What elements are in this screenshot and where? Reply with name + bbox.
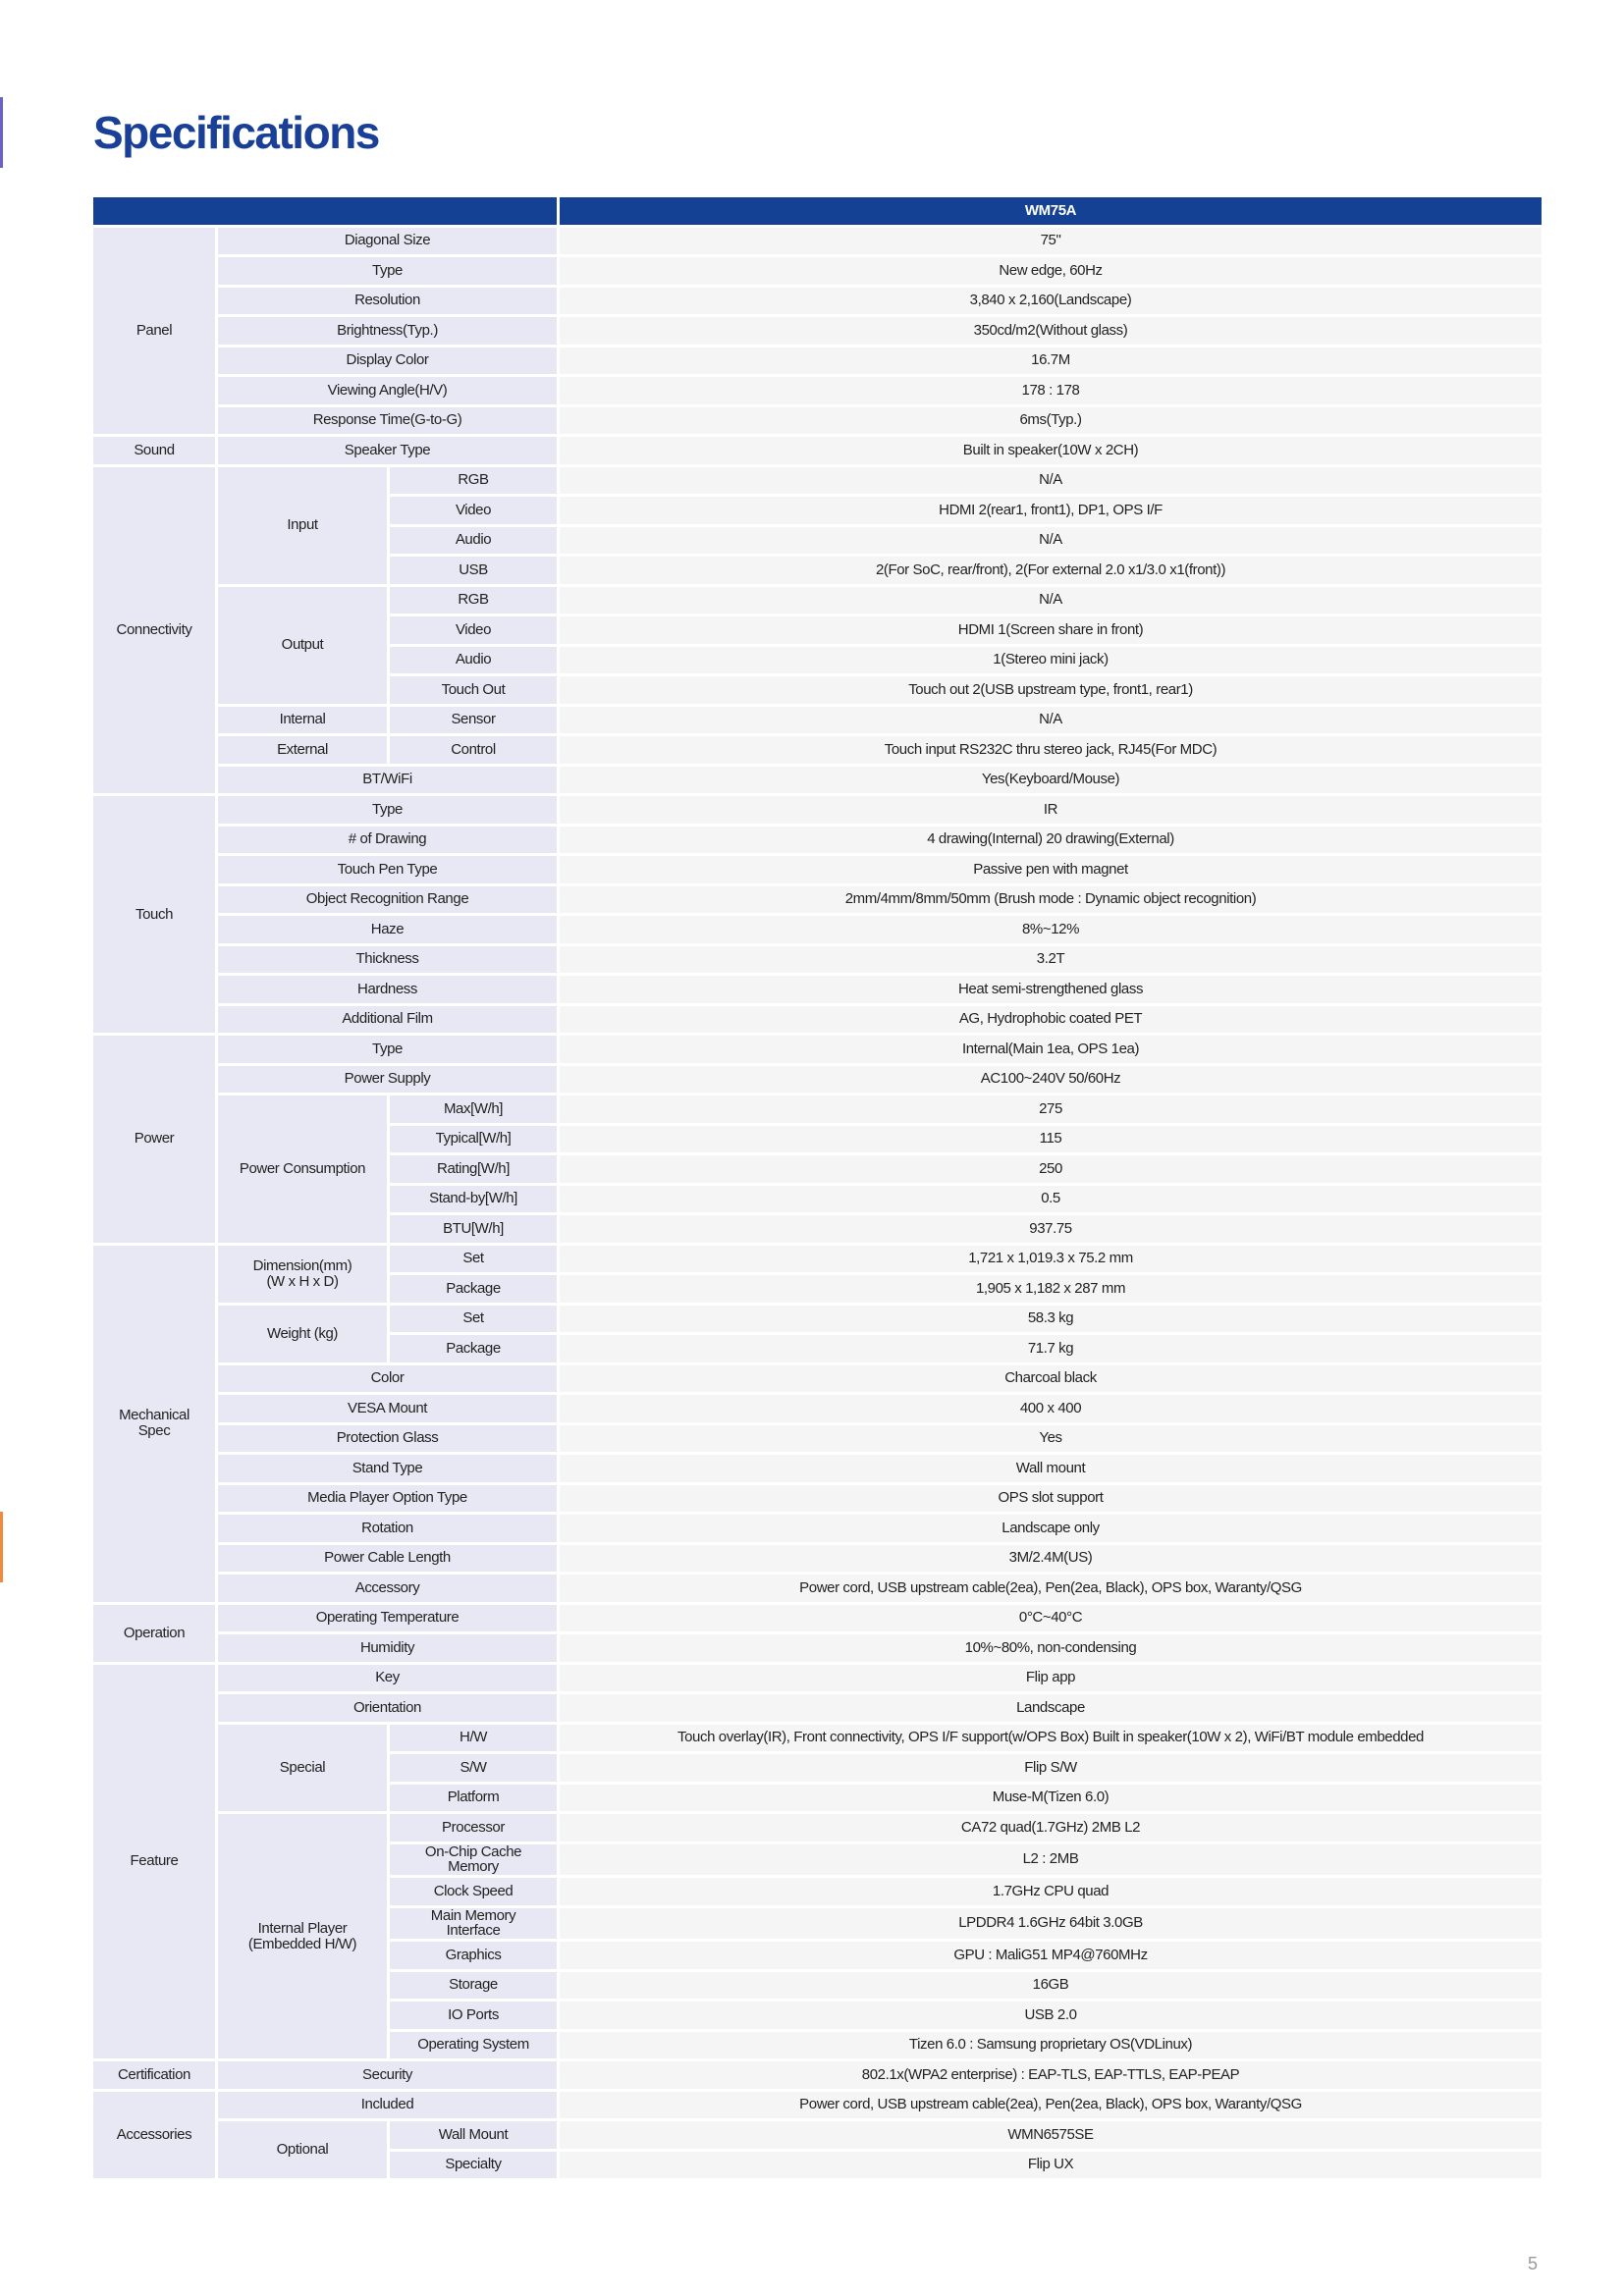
item-label: Stand Type — [218, 1455, 557, 1482]
item-label: Protection Glass — [218, 1425, 557, 1453]
subcategory-label: Internal — [218, 707, 387, 734]
category-label: Touch — [93, 796, 215, 1033]
spec-value: USB 2.0 — [560, 2002, 1542, 2029]
spec-value: Built in speaker(10W x 2CH) — [560, 437, 1542, 464]
spec-row — [93, 1455, 1542, 1482]
spec-row — [93, 1365, 1542, 1393]
spec-value: Tizen 6.0 : Samsung proprietary OS(VDLinux) — [560, 2032, 1542, 2059]
spec-row — [93, 1095, 1542, 1123]
spec-value: 400 x 400 — [560, 1395, 1542, 1422]
spec-row — [93, 1634, 1542, 1662]
spec-row — [93, 1306, 1542, 1333]
spec-row — [93, 257, 1542, 285]
spec-value: 115 — [560, 1126, 1542, 1153]
spec-value: 178 : 178 — [560, 377, 1542, 404]
spec-row — [93, 1006, 1542, 1034]
spec-value: 1,905 x 1,182 x 287 mm — [560, 1275, 1542, 1303]
spec-value: CA72 quad(1.7GHz) 2MB L2 — [560, 1814, 1542, 1842]
item-label: Touch Out — [390, 676, 557, 704]
item-label: Package — [390, 1275, 557, 1303]
spec-row — [93, 1395, 1542, 1422]
item-label: Object Recognition Range — [218, 886, 557, 914]
spec-value: 16.7M — [560, 347, 1542, 375]
item-label: RGB — [390, 587, 557, 614]
subcategory-label: Power Consumption — [218, 1095, 387, 1243]
item-label: Haze — [218, 916, 557, 943]
spec-value: Wall mount — [560, 1455, 1542, 1482]
item-label: Set — [390, 1306, 557, 1333]
spec-value: AG, Hydrophobic coated PET — [560, 1006, 1542, 1034]
model-header: WM75A — [560, 197, 1542, 225]
item-label: Set — [390, 1246, 557, 1273]
spec-row — [93, 1066, 1542, 1094]
spec-row — [93, 736, 1542, 764]
category-label: Mechanical Spec — [93, 1246, 215, 1602]
spec-value: N/A — [560, 467, 1542, 495]
spec-row — [93, 437, 1542, 464]
category-label: Power — [93, 1036, 215, 1243]
item-label: Type — [218, 796, 557, 824]
page-title: Specifications — [93, 107, 379, 158]
item-label: Type — [218, 1036, 557, 1063]
spec-row — [93, 2121, 1542, 2149]
spec-value: 1.7GHz CPU quad — [560, 1878, 1542, 1905]
spec-value: Power cord, USB upstream cable(2ea), Pen(2ea, Black), OPS box, Waranty/QSG — [560, 1575, 1542, 1602]
item-label: Humidity — [218, 1634, 557, 1662]
spec-value: Muse-M(Tizen 6.0) — [560, 1785, 1542, 1812]
category-label: Accessories — [93, 2092, 215, 2179]
spec-value: Flip app — [560, 1665, 1542, 1692]
item-label: Specialty — [390, 2152, 557, 2179]
item-label: Speaker Type — [218, 437, 557, 464]
item-label: Rotation — [218, 1515, 557, 1542]
spec-value: 6ms(Typ.) — [560, 407, 1542, 435]
page-number: 5 — [1528, 2254, 1539, 2273]
item-label: Stand-by[W/h] — [390, 1186, 557, 1213]
item-label: Display Color — [218, 347, 557, 375]
item-label: Rating[W/h] — [390, 1155, 557, 1183]
spec-row — [93, 916, 1542, 943]
spec-value: 937.75 — [560, 1215, 1542, 1243]
spec-row — [93, 1485, 1542, 1513]
spec-row — [93, 767, 1542, 794]
spec-value: GPU : MaliG51 MP4@760MHz — [560, 1942, 1542, 1969]
item-label: IO Ports — [390, 2002, 557, 2029]
table-header-row — [93, 197, 1542, 225]
spec-value: 1(Stereo mini jack) — [560, 647, 1542, 674]
category-label: Feature — [93, 1665, 215, 2059]
spec-value: 3M/2.4M(US) — [560, 1545, 1542, 1573]
item-label: Resolution — [218, 288, 557, 315]
item-label: Response Time(G-to-G) — [218, 407, 557, 435]
spec-value: 0°C~40°C — [560, 1605, 1542, 1632]
spec-row — [93, 467, 1542, 495]
item-label: Audio — [390, 527, 557, 555]
item-label: BTU[W/h] — [390, 1215, 557, 1243]
subcategory-label: External — [218, 736, 387, 764]
spec-value: OPS slot support — [560, 1485, 1542, 1513]
spec-value: Touch overlay(IR), Front connectivity, OPS I/F support(w/OPS Box) Built in speaker(10W x 2), WiFi/BT module embedded — [560, 1725, 1542, 1752]
spec-value: Flip UX — [560, 2152, 1542, 2179]
item-label: Processor — [390, 1814, 557, 1842]
item-label: Thickness — [218, 946, 557, 974]
item-label: Control — [390, 736, 557, 764]
spec-value: 3,840 x 2,160(Landscape) — [560, 288, 1542, 315]
spec-row — [93, 707, 1542, 734]
item-label: Wall Mount — [390, 2121, 557, 2149]
specifications-body — [93, 228, 1542, 2179]
spec-value: 75" — [560, 228, 1542, 255]
item-label: Main Memory Interface — [390, 1908, 557, 1940]
item-label: Clock Speed — [390, 1878, 557, 1905]
subcategory-label: Internal Player (Embedded H/W) — [218, 1814, 387, 2058]
subcategory-label: Input — [218, 467, 387, 584]
spec-row — [93, 347, 1542, 375]
category-label: Sound — [93, 437, 215, 464]
category-label: Connectivity — [93, 467, 215, 794]
spec-value: 16GB — [560, 1972, 1542, 2000]
spec-value: N/A — [560, 587, 1542, 614]
item-label: Package — [390, 1335, 557, 1362]
subcategory-label: Optional — [218, 2121, 387, 2178]
subcategory-label: Special — [218, 1725, 387, 1812]
spec-row — [93, 1665, 1542, 1692]
item-label: Accessory — [218, 1575, 557, 1602]
item-label: On-Chip Cache Memory — [390, 1844, 557, 1876]
item-label: Viewing Angle(H/V) — [218, 377, 557, 404]
item-label: BT/WiFi — [218, 767, 557, 794]
spec-value: Heat semi-strengthened glass — [560, 976, 1542, 1003]
spec-row — [93, 1036, 1542, 1063]
spec-row — [93, 796, 1542, 824]
spec-row — [93, 827, 1542, 854]
spec-value: HDMI 1(Screen share in front) — [560, 616, 1542, 644]
item-label: S/W — [390, 1754, 557, 1782]
item-label: Type — [218, 257, 557, 285]
spec-value: Touch out 2(USB upstream type, front1, rear1) — [560, 676, 1542, 704]
item-label: Touch Pen Type — [218, 856, 557, 883]
item-label: Sensor — [390, 707, 557, 734]
spec-value: 250 — [560, 1155, 1542, 1183]
item-label: Diagonal Size — [218, 228, 557, 255]
header-blank-cell — [93, 197, 557, 225]
spec-value: 802.1x(WPA2 enterprise) : EAP-TLS, EAP-TTLS, EAP-PEAP — [560, 2061, 1542, 2089]
item-label: RGB — [390, 467, 557, 495]
spec-value: N/A — [560, 707, 1542, 734]
item-label: Operating System — [390, 2032, 557, 2059]
spec-row — [93, 976, 1542, 1003]
spec-row — [93, 1605, 1542, 1632]
item-label: Audio — [390, 647, 557, 674]
spec-row — [93, 856, 1542, 883]
spec-row — [93, 1425, 1542, 1453]
item-label: Typical[W/h] — [390, 1126, 557, 1153]
spec-row — [93, 2061, 1542, 2089]
subcategory-label: Weight (kg) — [218, 1306, 387, 1362]
item-label: USB — [390, 557, 557, 584]
spec-value: 3.2T — [560, 946, 1542, 974]
spec-value: LPDDR4 1.6GHz 64bit 3.0GB — [560, 1908, 1542, 1940]
spec-value: 275 — [560, 1095, 1542, 1123]
spec-value: Landscape only — [560, 1515, 1542, 1542]
spec-row — [93, 1515, 1542, 1542]
spec-value: HDMI 2(rear1, front1), DP1, OPS I/F — [560, 497, 1542, 524]
item-label: Orientation — [218, 1694, 557, 1722]
item-label: Operating Temperature — [218, 1605, 557, 1632]
spec-value: Charcoal black — [560, 1365, 1542, 1393]
spec-value: AC100~240V 50/60Hz — [560, 1066, 1542, 1094]
item-label: Brightness(Typ.) — [218, 317, 557, 345]
item-label: Power Supply — [218, 1066, 557, 1094]
spec-value: 2mm/4mm/8mm/50mm (Brush mode : Dynamic object recognition) — [560, 886, 1542, 914]
item-label: Platform — [390, 1785, 557, 1812]
decorative-bar-purple — [0, 97, 3, 168]
spec-value: Flip S/W — [560, 1754, 1542, 1782]
spec-value: L2 : 2MB — [560, 1844, 1542, 1876]
spec-row — [93, 1575, 1542, 1602]
spec-value: 8%~12% — [560, 916, 1542, 943]
item-label: Video — [390, 497, 557, 524]
spec-row — [93, 288, 1542, 315]
item-label: Media Player Option Type — [218, 1485, 557, 1513]
spec-value: WMN6575SE — [560, 2121, 1542, 2149]
spec-row — [93, 377, 1542, 404]
spec-row — [93, 1246, 1542, 1273]
spec-value: New edge, 60Hz — [560, 257, 1542, 285]
spec-value: Yes(Keyboard/Mouse) — [560, 767, 1542, 794]
item-label: Max[W/h] — [390, 1095, 557, 1123]
spec-row — [93, 2092, 1542, 2119]
spec-value: 58.3 kg — [560, 1306, 1542, 1333]
subcategory-label: Dimension(mm) (W x H x D) — [218, 1246, 387, 1303]
spec-row — [93, 228, 1542, 255]
spec-value: Internal(Main 1ea, OPS 1ea) — [560, 1036, 1542, 1063]
spec-value: Power cord, USB upstream cable(2ea), Pen(2ea, Black), OPS box, Waranty/QSG — [560, 2092, 1542, 2119]
spec-value: 10%~80%, non-condensing — [560, 1634, 1542, 1662]
spec-row — [93, 886, 1542, 914]
spec-row — [93, 587, 1542, 614]
item-label: Video — [390, 616, 557, 644]
item-label: Security — [218, 2061, 557, 2089]
item-label: H/W — [390, 1725, 557, 1752]
item-label: Additional Film — [218, 1006, 557, 1034]
spec-row — [93, 946, 1542, 974]
category-label: Operation — [93, 1605, 215, 1662]
spec-value: Passive pen with magnet — [560, 856, 1542, 883]
spec-row — [93, 407, 1542, 435]
spec-value: 4 drawing(Internal) 20 drawing(External) — [560, 827, 1542, 854]
spec-value: Touch input RS232C thru stereo jack, RJ45(For MDC) — [560, 736, 1542, 764]
spec-row — [93, 1545, 1542, 1573]
item-label: Storage — [390, 1972, 557, 2000]
spec-row — [93, 1814, 1542, 1842]
spec-value: 350cd/m2(Without glass) — [560, 317, 1542, 345]
item-label: Key — [218, 1665, 557, 1692]
spec-value: N/A — [560, 527, 1542, 555]
category-label: Certification — [93, 2061, 215, 2089]
item-label: Power Cable Length — [218, 1545, 557, 1573]
spec-row — [93, 317, 1542, 345]
subcategory-label: Output — [218, 587, 387, 704]
item-label: Hardness — [218, 976, 557, 1003]
spec-value: Landscape — [560, 1694, 1542, 1722]
spec-value: 1,721 x 1,019.3 x 75.2 mm — [560, 1246, 1542, 1273]
spec-value: Yes — [560, 1425, 1542, 1453]
category-label: Panel — [93, 228, 215, 435]
item-label: Included — [218, 2092, 557, 2119]
spec-value: 71.7 kg — [560, 1335, 1542, 1362]
item-label: # of Drawing — [218, 827, 557, 854]
item-label: VESA Mount — [218, 1395, 557, 1422]
item-label: Graphics — [390, 1942, 557, 1969]
spec-value: 0.5 — [560, 1186, 1542, 1213]
spec-row — [93, 1725, 1542, 1752]
decorative-bar-orange — [0, 1512, 3, 1582]
specifications-table — [90, 194, 1544, 2181]
spec-value: 2(For SoC, rear/front), 2(For external 2.0 x1/3.0 x1(front)) — [560, 557, 1542, 584]
item-label: Color — [218, 1365, 557, 1393]
spec-value: IR — [560, 796, 1542, 824]
spec-row — [93, 1694, 1542, 1722]
